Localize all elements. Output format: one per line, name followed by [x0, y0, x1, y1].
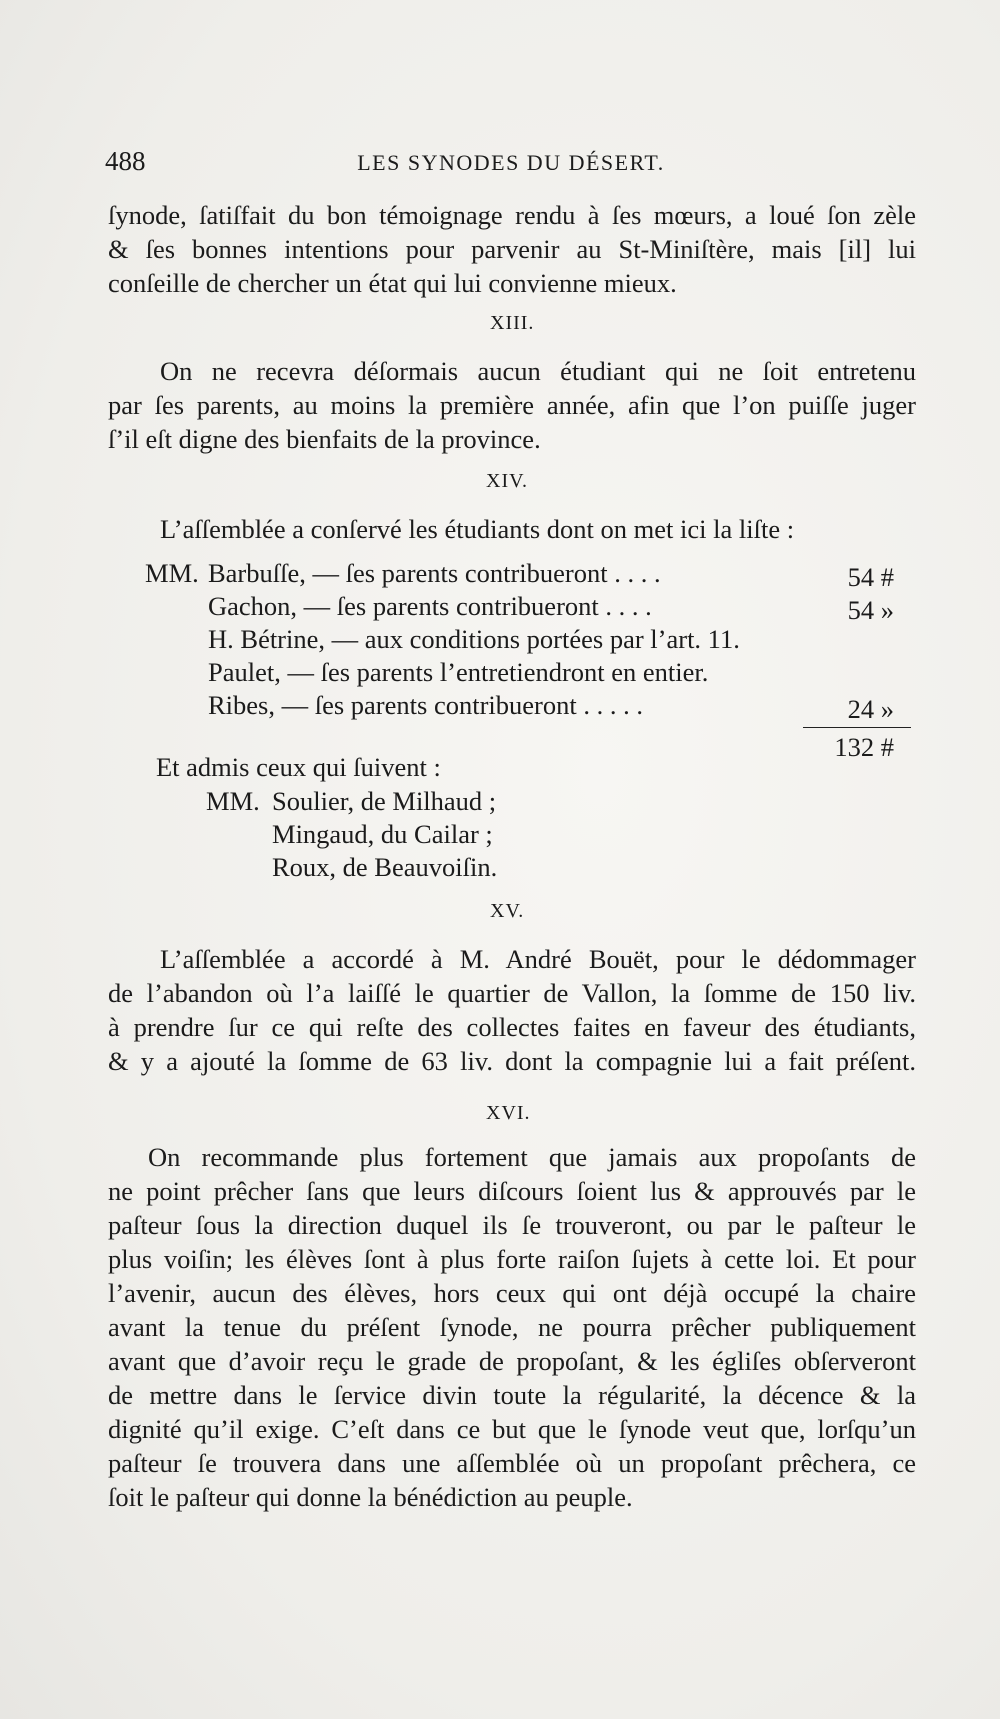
text-line: L’aſſemblée a conſervé les étudiants dont on met ici la liſte :: [160, 514, 795, 544]
admitted-name: Roux, de Beauvoiſin.: [272, 852, 498, 882]
admitted-name: Mingaud, du Cailar ;: [272, 819, 493, 849]
section-number: XIV.: [486, 470, 528, 492]
page-number: 488: [105, 146, 146, 176]
student-list-prefix: MM.: [145, 558, 199, 588]
text-line: par ſes parents, au moins la première année, afin que l’on puiſſe juger: [108, 390, 916, 420]
text-line: avant que d’avoir reçu le grade de propoſant, & les égliſes obſerveront: [108, 1346, 916, 1376]
admitted-intro: Et admis ceux qui ſuivent :: [156, 752, 441, 782]
text-line: paſteur ſe trouvera dans une aſſemblée où un propoſant prêchera, ce: [108, 1448, 916, 1478]
text-line: de l’abandon où l’a laiſſé le quartier de Vallon, la ſomme de 150 liv.: [108, 978, 916, 1008]
text-line: ſynode, ſatiſfait du bon témoignage rendu à ſes mœurs, a loué ſon zèle: [108, 200, 916, 230]
text-line: ſ’il eſt digne des bienfaits de la province.: [108, 424, 541, 454]
running-title: LES SYNODES DU DÉSERT.: [357, 150, 665, 175]
section-number: XIII.: [490, 312, 535, 334]
text-line: paſteur ſous la direction duquel ils ſe trouveront, ou par le paſteur le: [108, 1210, 916, 1240]
page-body: [108, 0, 916, 1719]
text-line: à prendre ſur ce qui reſte des collectes faites en faveur des étudiants,: [108, 1012, 916, 1042]
student-entry: H. Bétrine, — aux conditions portées par l’art. 11.: [208, 624, 740, 654]
student-entry: Paulet, — ſes parents l’entretiendront en entier.: [208, 657, 709, 687]
sum-rule: [803, 727, 911, 728]
text-line: de mettre dans le ſervice divin toute la régularité, la décence & la: [108, 1380, 916, 1410]
student-entry: Ribes, — ſes parents contribueront . . . . .: [208, 690, 643, 720]
text-line: L’aſſemblée a accordé à M. André Bouët, pour le dédommager: [160, 944, 916, 974]
student-amount: 24 »: [847, 694, 894, 724]
text-line: plus voiſin; les élèves ſont à plus forte raiſon ſujets à cette loi. Et pour: [108, 1244, 916, 1274]
section-number: XV.: [490, 900, 525, 922]
text-line: & ſes bonnes intentions pour parvenir au St-Miniſtère, mais [il] lui: [108, 234, 916, 264]
student-amount: 54 #: [847, 562, 894, 592]
text-line: ne point prêcher ſans que leurs diſcours ſoient lus & approuvés par le: [108, 1176, 916, 1206]
text-line: avant la tenue du préſent ſynode, ne pourra prêcher publiquement: [108, 1312, 916, 1342]
student-entry: Barbuſſe, — ſes parents contribueront . . . .: [208, 558, 661, 588]
student-amount: 54 »: [847, 595, 894, 625]
student-entry: Gachon, — ſes parents contribueront . . . .: [208, 591, 652, 621]
text-line: On ne recevra déſormais aucun étudiant qui ne ſoit entretenu: [160, 356, 916, 386]
admitted-prefix: MM.: [206, 786, 260, 816]
text-line: ſoit le paſteur qui donne la bénédiction au peuple.: [108, 1482, 633, 1512]
text-line: conſeille de chercher un état qui lui convienne mieux.: [108, 268, 677, 298]
text-line: dignité qu’il exige. C’eſt dans ce but que le ſynode veut que, lorſqu’un: [108, 1414, 916, 1444]
admitted-name: Soulier, de Milhaud ;: [272, 786, 497, 816]
text-line: On recommande plus fortement que jamais aux propoſants de: [148, 1142, 916, 1172]
section-number: XVI.: [486, 1102, 531, 1124]
text-line: & y a ajouté la ſomme de 63 liv. dont la compagnie lui a fait préſent.: [108, 1046, 916, 1076]
text-line: l’avenir, aucun des élèves, hors ceux qui ont déjà occupé la chaire: [108, 1278, 916, 1308]
student-total: 132 #: [834, 732, 894, 762]
